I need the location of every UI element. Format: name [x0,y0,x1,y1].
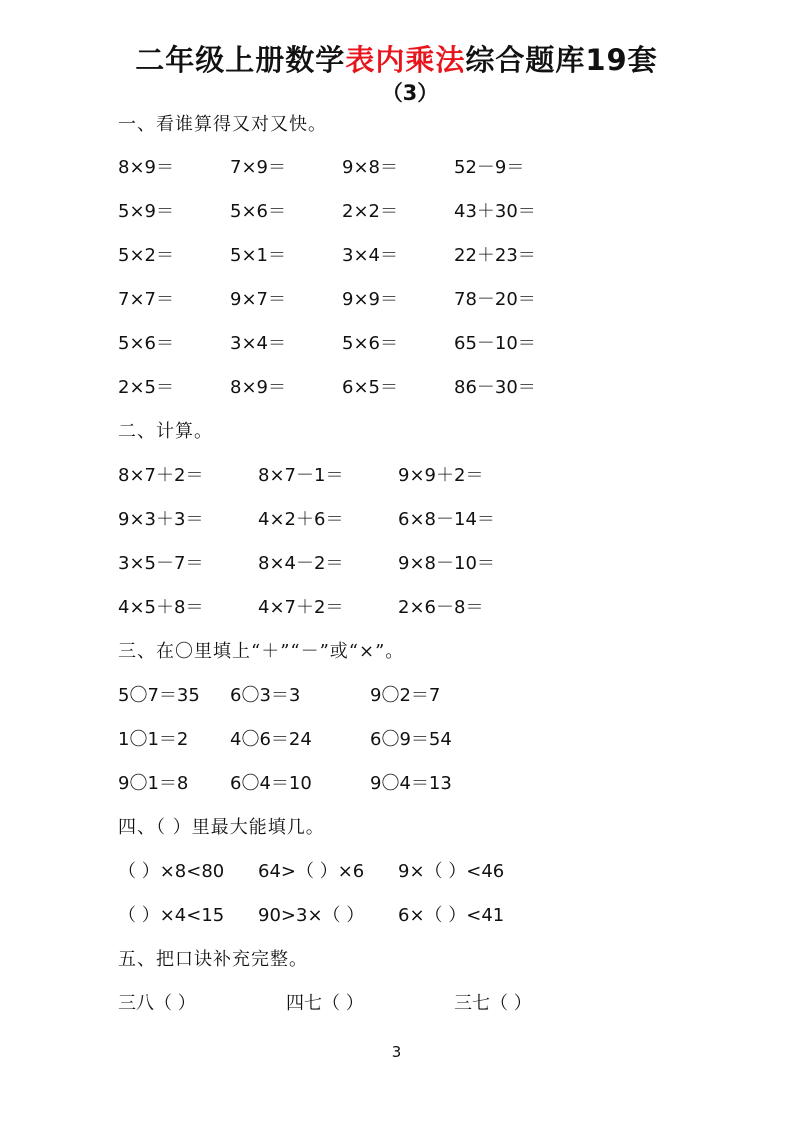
problem: 6〇9＝54 [370,729,452,750]
problem: 5×6＝ [342,333,398,354]
problem: 7×7＝ [118,289,174,310]
problem: 22＋23＝ [454,245,536,266]
page-subtitle: （3） [381,81,439,105]
problem: 9×7＝ [230,289,286,310]
problem: 8×4－2＝ [258,553,344,574]
problem: 8×9＝ [230,377,286,398]
problem: 6×5＝ [342,377,398,398]
problem: 6〇4＝10 [230,773,312,794]
section-4-heading: 四、（ ）里最大能填几。 [118,817,325,838]
problem: 64>（ ）×6 [258,861,365,882]
problem: 8×9＝ [118,157,174,178]
problem: 4×2＋6＝ [258,509,344,530]
problem: 5×2＝ [118,245,174,266]
problem: 9×8＝ [342,157,398,178]
problem: 9×3＋3＝ [118,509,204,530]
problem: 6×（ ）<41 [398,905,505,926]
problem: 4×5＋8＝ [118,597,204,618]
problem: 9×9＝ [342,289,398,310]
problem: 9〇1＝8 [118,773,189,794]
section-5-heading: 五、把口诀补充完整。 [118,949,308,970]
problem: 3×4＝ [230,333,286,354]
problem: 2×6－8＝ [398,597,484,618]
problem: 5×6＝ [230,201,286,222]
problem: 8×7＋2＝ [118,465,204,486]
problem: 9〇2＝7 [370,685,441,706]
problem: （ ）×4<15 [118,905,225,926]
page-title [0,40,793,80]
title-part-3: 综合题库19套 [465,43,658,77]
problem: 三七（ ） [454,993,532,1014]
section-2-heading: 二、计算。 [118,421,213,442]
problem: 3×4＝ [342,245,398,266]
problem: 6〇3＝3 [230,685,301,706]
problem: 65－10＝ [454,333,536,354]
section-3-heading: 三、在〇里填上“＋”“－”或“×”。 [118,641,405,662]
problem: 9×（ ）<46 [398,861,505,882]
problem: 52－9＝ [454,157,525,178]
problem: 1〇1＝2 [118,729,189,750]
problem: 5×1＝ [230,245,286,266]
problem: 7×9＝ [230,157,286,178]
problem: 86－30＝ [454,377,536,398]
problem: 9×8－10＝ [398,553,495,574]
page-number: 3 [391,1043,402,1061]
problem: 四七（ ） [286,993,364,1014]
title-part-1: 二年级上册数学 [135,43,346,77]
problem: 90>3×（ ） [258,905,365,926]
problem: 78－20＝ [454,289,536,310]
problem: 5×6＝ [118,333,174,354]
problem: 8×7－1＝ [258,465,344,486]
problem: 9〇4＝13 [370,773,452,794]
problem: 2×2＝ [342,201,398,222]
problem: 三八（ ） [118,993,196,1014]
problem: 4〇6＝24 [230,729,312,750]
problem: 2×5＝ [118,377,174,398]
problem: 43＋30＝ [454,201,536,222]
problem: 3×5－7＝ [118,553,204,574]
problem: 4×7＋2＝ [258,597,344,618]
problem: 5×9＝ [118,201,174,222]
problem: 6×8－14＝ [398,509,495,530]
section-1-heading: 一、看谁算得又对又快。 [118,114,327,135]
problem: 9×9＋2＝ [398,465,484,486]
title-highlight: 表内乘法 [345,43,466,77]
problem: （ ）×8<80 [118,861,225,882]
problem: 5〇7＝35 [118,685,200,706]
